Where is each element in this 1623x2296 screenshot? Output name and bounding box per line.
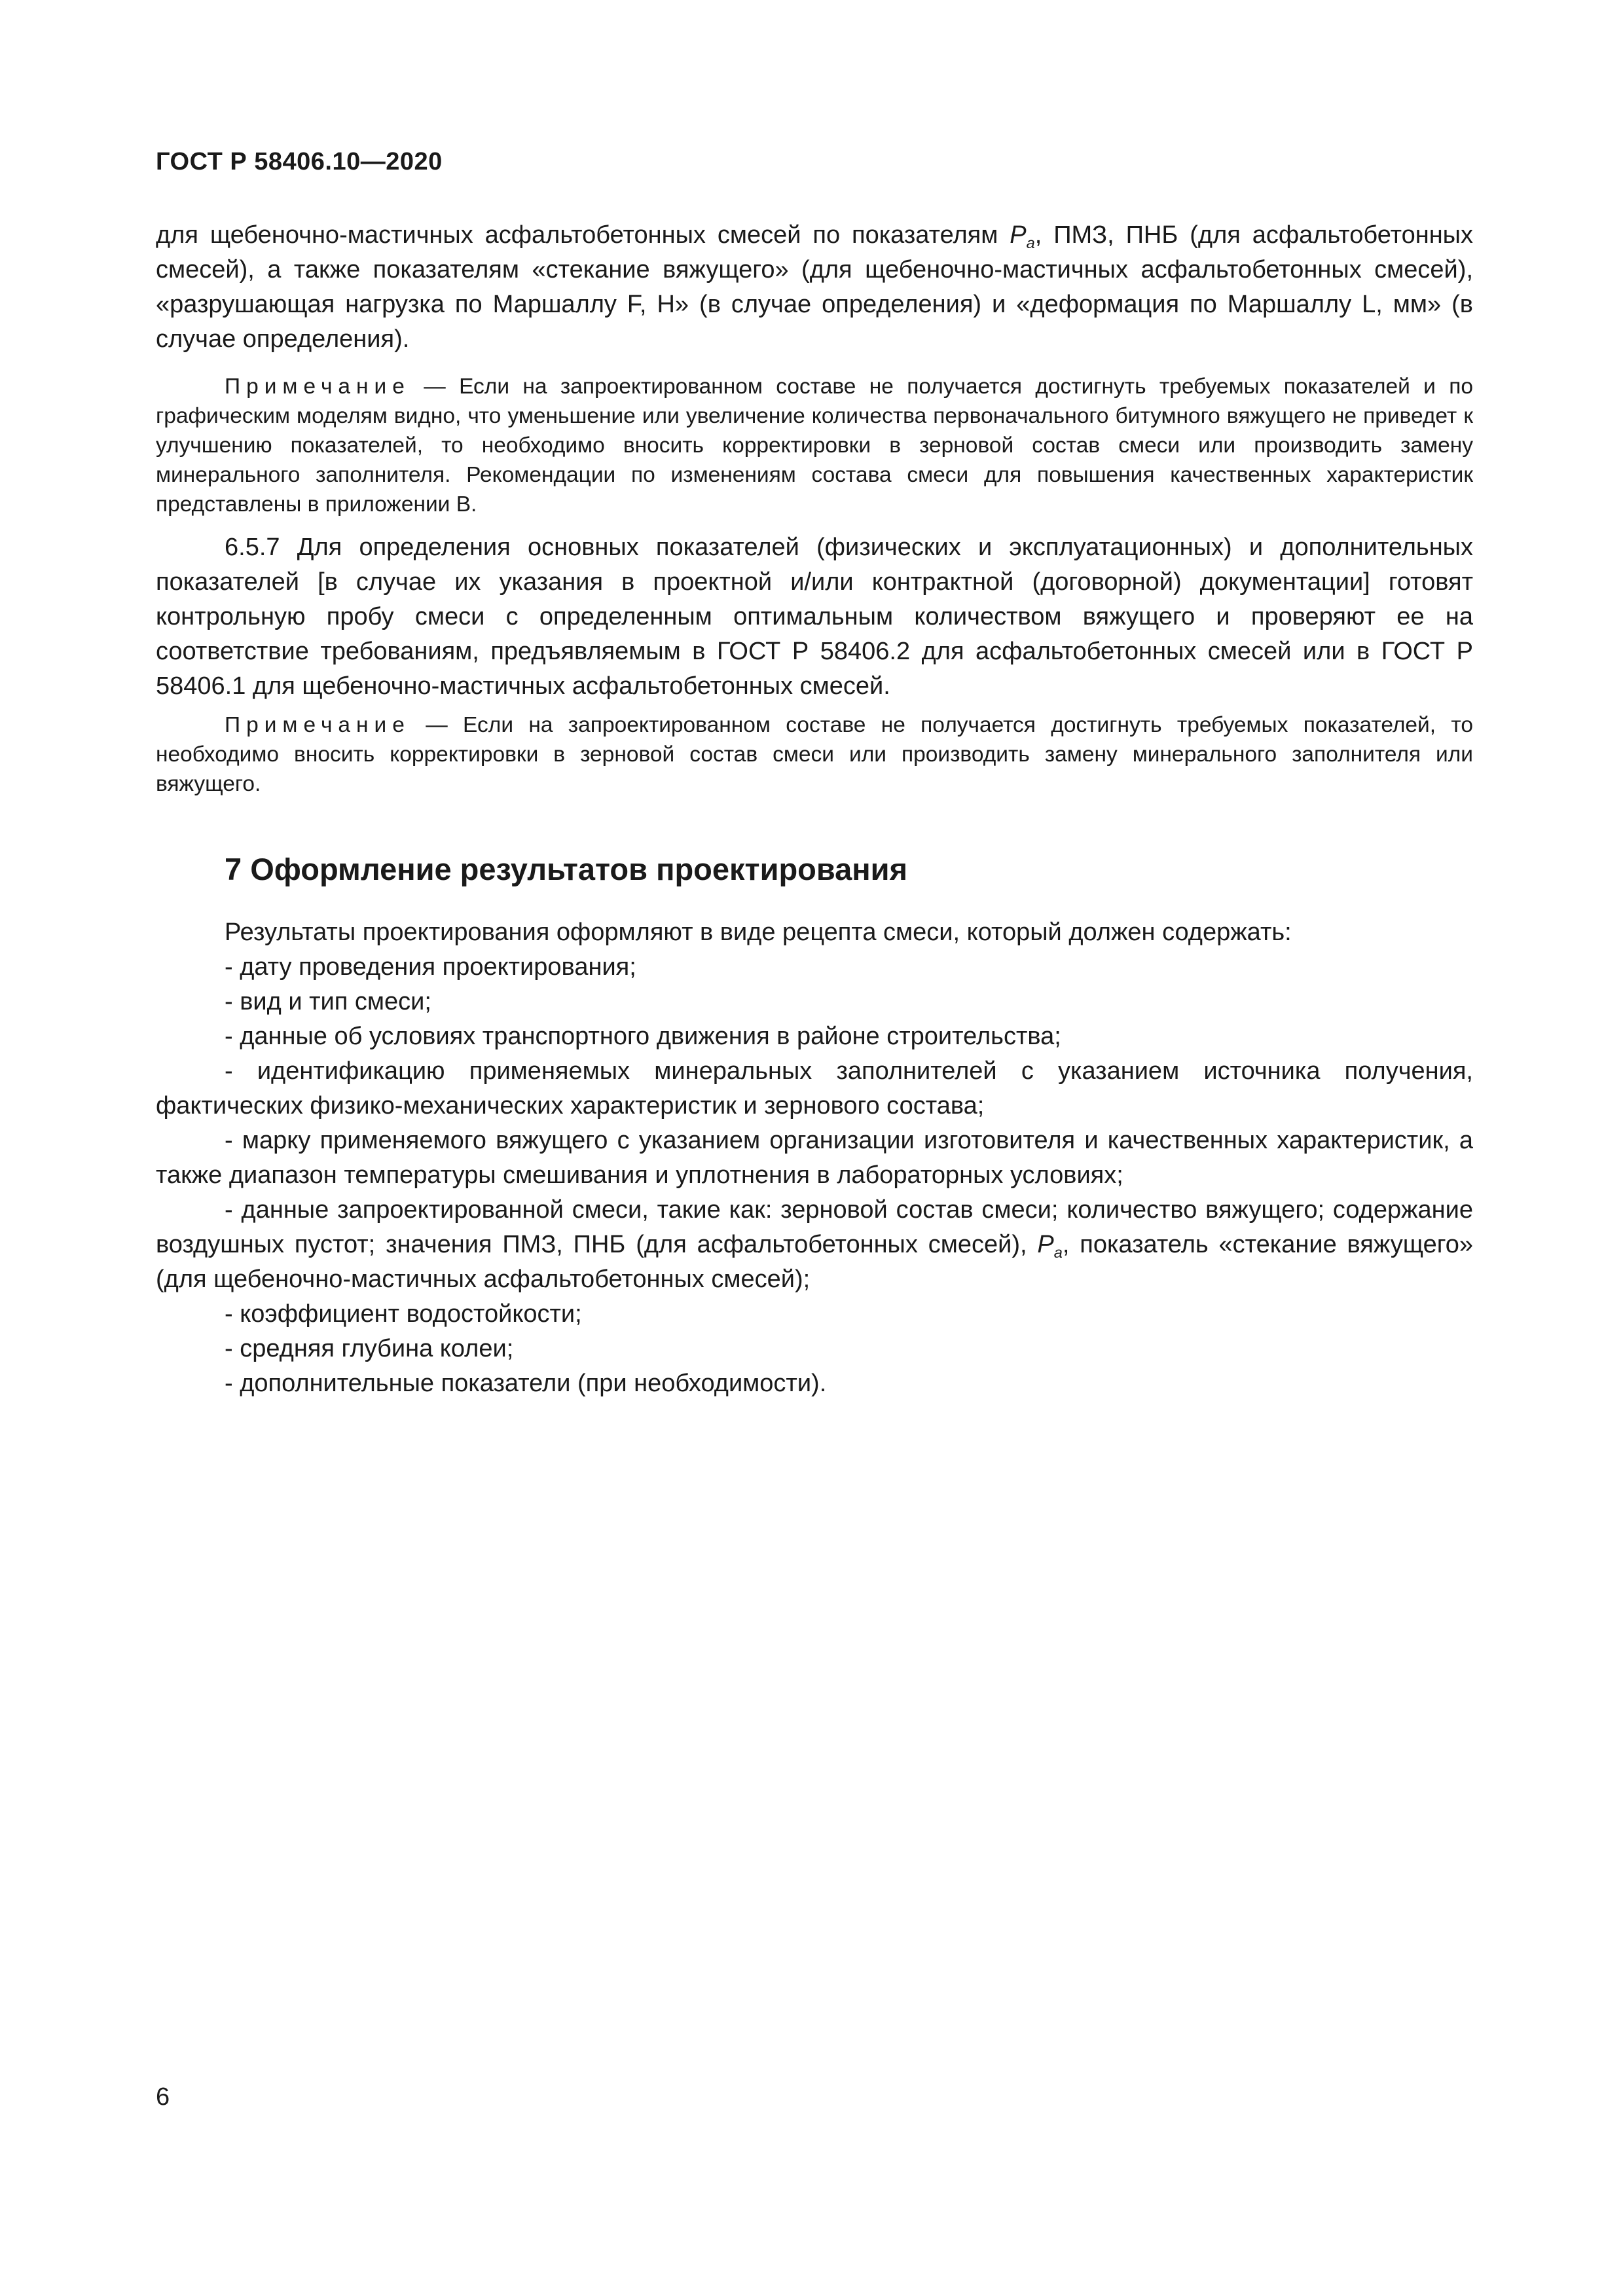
list-item: - дату проведения проектирования; xyxy=(225,953,636,981)
note-2-text: — Если на запроектированном составе не получается достигнуть требуемых показателей, то необходимо вносить корректировки в зерновой состав смеси или производить замену минерального заполнителя или вяжущего. xyxy=(156,713,1473,796)
note-1-text: — Если на запроектированном составе не получается достигнуть требуемых показателей и по графическим моделям видно, что уменьшение или увеличение количества первоначального битумного вяжущего не приведет к улучшению показателей, то необходимо вносить корректировки в зерновой состав смеси или производить замену минерального заполнителя. Рекомендации по изменениям состава смеси для повышения качественных характеристик представлены в приложении В. xyxy=(156,374,1473,517)
pa-variable: P xyxy=(1037,1231,1054,1258)
note-1-label: Примечание xyxy=(225,374,410,399)
item6-text-2: , показатель «стекание вяжущего» (для щебеночно-мастичных асфальтобетонных смесей); xyxy=(156,1231,1473,1293)
note-2-label: Примечание xyxy=(225,713,410,737)
list-item: - средняя глубина колеи; xyxy=(225,1335,514,1362)
list-item: - данные об условиях транспортного движения в районе строительства; xyxy=(225,1023,1061,1050)
item6-text-1: - данные запроектированной смеси, такие как: зерновой состав смеси; количество вяжущего; содержание воздушных пустот; значения ПМЗ, ПНБ (для асфальтобетонных смесей), xyxy=(156,1196,1473,1258)
section-7-body xyxy=(156,915,1473,1401)
note-1 xyxy=(156,372,1473,519)
list-item: - марку применяемого вяжущего с указанием организации изготовителя и качественных характеристик, а также диапазон температуры смешивания и уплотнения в лабораторных условиях; xyxy=(156,1127,1473,1189)
continuation-paragraph xyxy=(156,218,1473,357)
note-2 xyxy=(156,710,1473,799)
pa-subscript: a xyxy=(1053,1244,1063,1262)
continuation-text-1: для щебеночно-мастичных асфальтобетонных смесей по показателям xyxy=(156,221,1010,249)
section-7-heading: 7 Оформление результатов проектирования xyxy=(225,852,907,886)
list-item-mix-data xyxy=(156,1193,1473,1297)
pa-subscript: a xyxy=(1026,234,1035,252)
list-item: - дополнительные показатели (при необходимости). xyxy=(225,1370,827,1397)
document-header: ГОСТ Р 58406.10—2020 xyxy=(156,148,443,175)
list-item: - коэффициент водостойкости; xyxy=(225,1300,582,1328)
continuation-text-2: , ПМЗ, ПНБ (для асфальтобетонных смесей), а также показателям «стекание вяжущего» (для щебеночно-мастичных асфальтобетонных смесей), «разрушающая нагрузка по Маршаллу F, Н» (в случае определения) и «деформация по Маршаллу L, мм» (в случае определения). xyxy=(156,221,1473,353)
list-item: - идентификацию применяемых минеральных заполнителей с указанием источника получения, фактических физико-механических характеристик и зернового состава; xyxy=(156,1057,1473,1120)
page-number: 6 xyxy=(156,2083,170,2111)
section-7-intro: Результаты проектирования оформляют в виде рецепта смеси, который должен содержать: xyxy=(225,919,1292,946)
clause-6-5-7 xyxy=(156,530,1473,704)
clause-6-5-7-text: 6.5.7 Для определения основных показателей (физических и эксплуатационных) и дополнительных показателей [в случае их указания в проектной и/или контрактной (договорной) документации] готовят контрольную пробу смеси с определенным оптимальным количеством вяжущего и проверяют ее на соответствие требованиям, предъявляемым в ГОСТ Р 58406.2 для асфальтобетонных смесей или в ГОСТ Р 58406.1 для щебеночно-мастичных асфальтобетонных смесей. xyxy=(156,534,1473,700)
pa-variable: P xyxy=(1010,221,1027,249)
list-item: - вид и тип смеси; xyxy=(225,988,431,1015)
